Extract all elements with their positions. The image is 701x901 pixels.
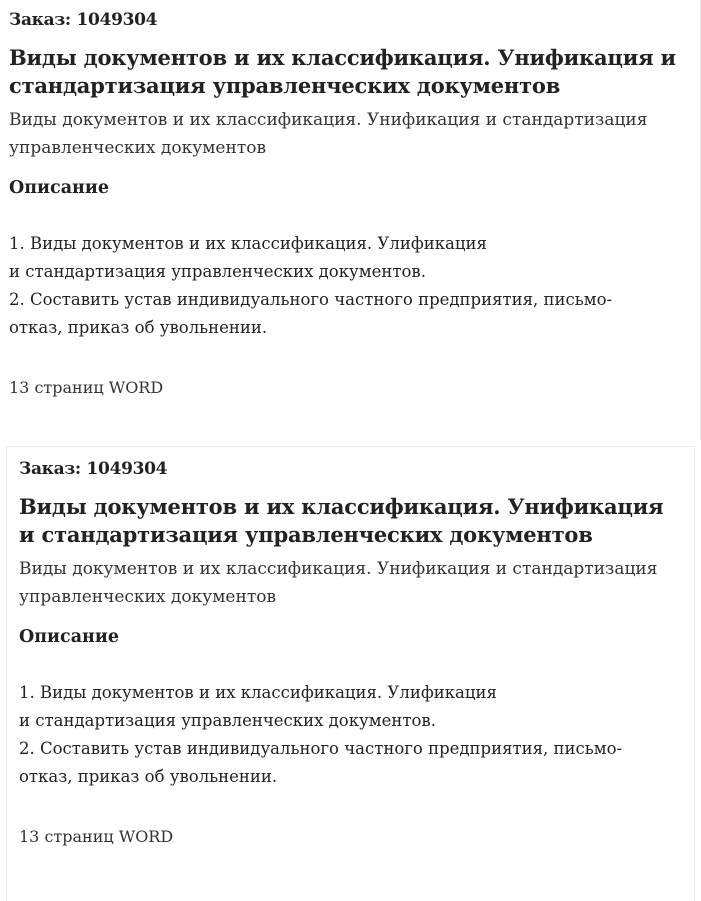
description-line: 1. Виды документов и их классификация. Улификация — [19, 683, 497, 702]
page-count: 13 страниц WORD — [19, 827, 174, 846]
order-card — [6, 446, 695, 901]
document-subtitle: Виды документов и их классификация. Унификация и стандартизация управленческих документов — [9, 110, 648, 158]
description-line: 2. Составить устав индивидуального частного предприятия, письмо- — [19, 739, 623, 758]
description-line: отказ, приказ об увольнении. — [9, 318, 268, 337]
order-card — [0, 0, 701, 440]
description-line: 2. Составить устав индивидуального частного предприятия, письмо- — [9, 290, 613, 309]
description-line: и стандартизация управленческих документов. — [9, 262, 426, 281]
document-title: Виды документов и их классификация. Унификация и стандартизация управленческих документов — [9, 45, 676, 98]
description-body — [9, 230, 690, 342]
description-line: отказ, приказ об увольнении. — [19, 767, 278, 786]
description-line: и стандартизация управленческих документов. — [19, 711, 436, 730]
description-heading: Описание — [19, 627, 119, 647]
document-title: Виды документов и их классификация. Унификация и стандартизация управленческих документов — [19, 494, 664, 547]
order-number: Заказ: 1049304 — [19, 459, 168, 479]
description-body — [19, 679, 682, 791]
order-number: Заказ: 1049304 — [9, 10, 158, 30]
description-heading: Описание — [9, 178, 109, 198]
description-line: 1. Виды документов и их классификация. Улификация — [9, 234, 487, 253]
page-count: 13 страниц WORD — [9, 378, 164, 397]
document-subtitle: Виды документов и их классификация. Унификация и стандартизация управленческих документов — [19, 559, 658, 607]
